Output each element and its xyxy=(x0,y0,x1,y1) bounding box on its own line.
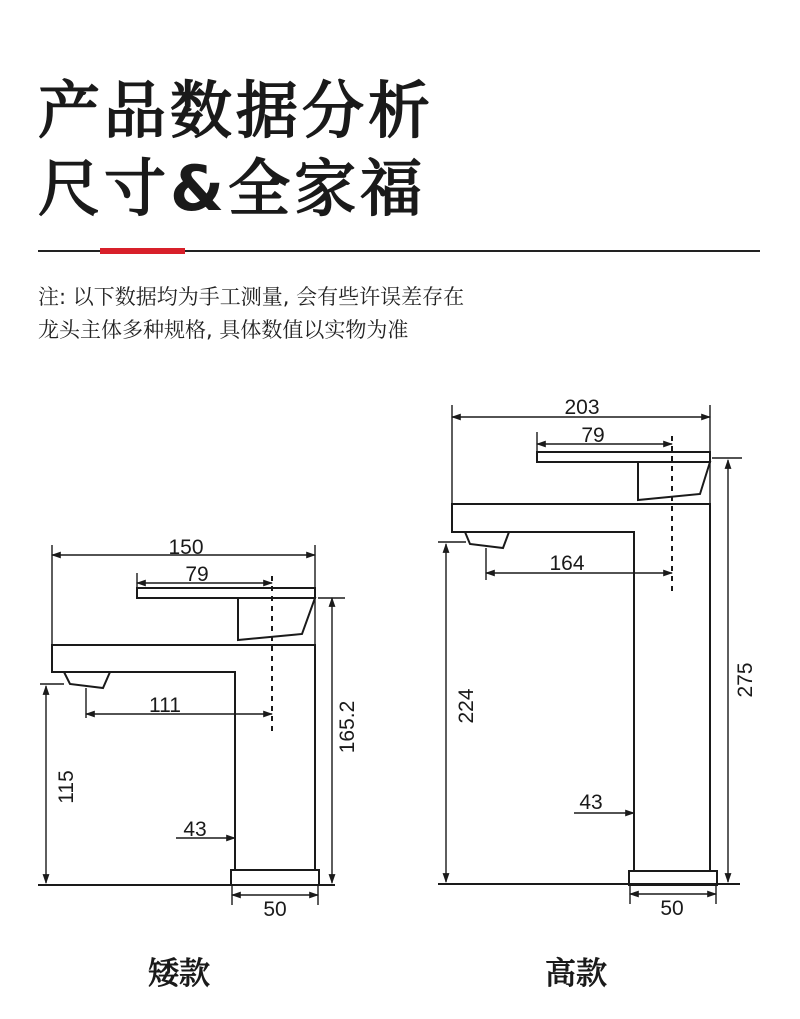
short-model-caption: 矮款 xyxy=(148,956,210,992)
short-dim-body-label: 43 xyxy=(183,818,207,841)
short-faucet-handle-block xyxy=(238,598,315,640)
tall-dim-height-label: 275 xyxy=(734,662,757,698)
tall-faucet-aerator xyxy=(465,532,509,548)
tall-dim-spout-height-label: 224 xyxy=(455,688,478,724)
tall-dimension-labels xyxy=(455,396,757,920)
note-line-1: 注: 以下数据均为手工测量, 会有些许误差存在 xyxy=(38,285,465,309)
short-dim-spout-height-label: 115 xyxy=(55,770,78,804)
tall-dim-width-label: 203 xyxy=(564,396,600,419)
short-faucet-handle xyxy=(137,588,315,598)
short-dim-base-label: 50 xyxy=(263,898,287,921)
short-dim-handle-label: 79 xyxy=(185,563,209,586)
short-faucet-base xyxy=(231,870,319,885)
short-dim-spout-label: 111 xyxy=(149,694,181,717)
tall-faucet-diagram xyxy=(438,405,742,904)
short-dim-width-label: 150 xyxy=(168,536,204,559)
page-subtitle: 尺寸&全家福 xyxy=(38,152,427,225)
short-faucet-aerator xyxy=(64,672,110,688)
tall-faucet-handle-block xyxy=(638,462,710,500)
tall-model-caption: 高款 xyxy=(545,956,607,992)
note-line-2: 龙头主体多种规格, 具体数值以实物为准 xyxy=(38,318,409,342)
tall-dim-base-label: 50 xyxy=(660,897,684,920)
tall-faucet-base xyxy=(629,871,717,885)
short-dim-height-label: 165.2 xyxy=(336,700,359,754)
tall-faucet-handle xyxy=(537,452,710,462)
short-faucet-diagram xyxy=(38,545,345,905)
tall-dim-body-label: 43 xyxy=(579,791,603,814)
tall-dim-spout-label: 164 xyxy=(549,552,585,575)
short-dimension-labels xyxy=(55,536,359,921)
tall-dim-handle-label: 79 xyxy=(581,424,605,447)
page-title: 产品数据分析 xyxy=(38,74,435,147)
